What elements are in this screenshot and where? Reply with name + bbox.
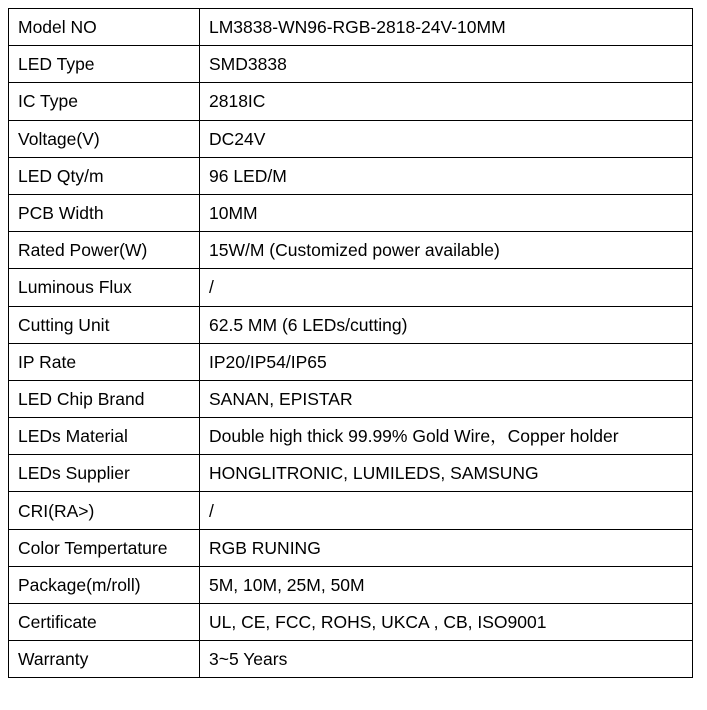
spec-value: DC24V (200, 120, 693, 157)
spec-value: 10MM (200, 194, 693, 231)
spec-label: Package(m/roll) (9, 566, 200, 603)
spec-label: Voltage(V) (9, 120, 200, 157)
spec-value: HONGLITRONIC, LUMILEDS, SAMSUNG (200, 455, 693, 492)
table-row (9, 380, 693, 417)
spec-value: UL, CE, FCC, ROHS, UKCA , CB, ISO9001 (200, 604, 693, 641)
table-row (9, 566, 693, 603)
table-row (9, 418, 693, 455)
spec-label: LED Qty/m (9, 157, 200, 194)
table-row (9, 343, 693, 380)
table-row (9, 306, 693, 343)
spec-value: 2818IC (200, 83, 693, 120)
spec-label: LED Chip Brand (9, 380, 200, 417)
spec-label: LEDs Material (9, 418, 200, 455)
table-row (9, 492, 693, 529)
spec-value: Double high thick 99.99% Gold Wire，Copper holder (200, 418, 693, 455)
spec-label: Certificate (9, 604, 200, 641)
spec-label: IP Rate (9, 343, 200, 380)
spec-value: LM3838-WN96-RGB-2818-24V-10MM (200, 9, 693, 46)
spec-table (8, 8, 693, 678)
table-row (9, 46, 693, 83)
spec-label: LED Type (9, 46, 200, 83)
table-row (9, 120, 693, 157)
spec-label: Rated Power(W) (9, 232, 200, 269)
spec-value: SANAN, EPISTAR (200, 380, 693, 417)
spec-value: 5M, 10M, 25M, 50M (200, 566, 693, 603)
table-row (9, 194, 693, 231)
table-row (9, 157, 693, 194)
spec-value: / (200, 269, 693, 306)
table-row (9, 83, 693, 120)
spec-value: SMD3838 (200, 46, 693, 83)
table-row (9, 455, 693, 492)
table-row (9, 529, 693, 566)
table-row (9, 641, 693, 678)
spec-value: 15W/M (Customized power available) (200, 232, 693, 269)
spec-label: Luminous Flux (9, 269, 200, 306)
spec-value: IP20/IP54/IP65 (200, 343, 693, 380)
spec-label: CRI(RA>) (9, 492, 200, 529)
table-row (9, 232, 693, 269)
table-row (9, 9, 693, 46)
spec-label: Model NO (9, 9, 200, 46)
spec-label: Cutting Unit (9, 306, 200, 343)
spec-label: LEDs Supplier (9, 455, 200, 492)
spec-value: / (200, 492, 693, 529)
spec-value: 62.5 MM (6 LEDs/cutting) (200, 306, 693, 343)
spec-value: 3~5 Years (200, 641, 693, 678)
spec-label: Warranty (9, 641, 200, 678)
table-row (9, 604, 693, 641)
table-row (9, 269, 693, 306)
spec-label: IC Type (9, 83, 200, 120)
spec-label: PCB Width (9, 194, 200, 231)
spec-value: 96 LED/M (200, 157, 693, 194)
spec-value: RGB RUNING (200, 529, 693, 566)
spec-label: Color Tempertature (9, 529, 200, 566)
